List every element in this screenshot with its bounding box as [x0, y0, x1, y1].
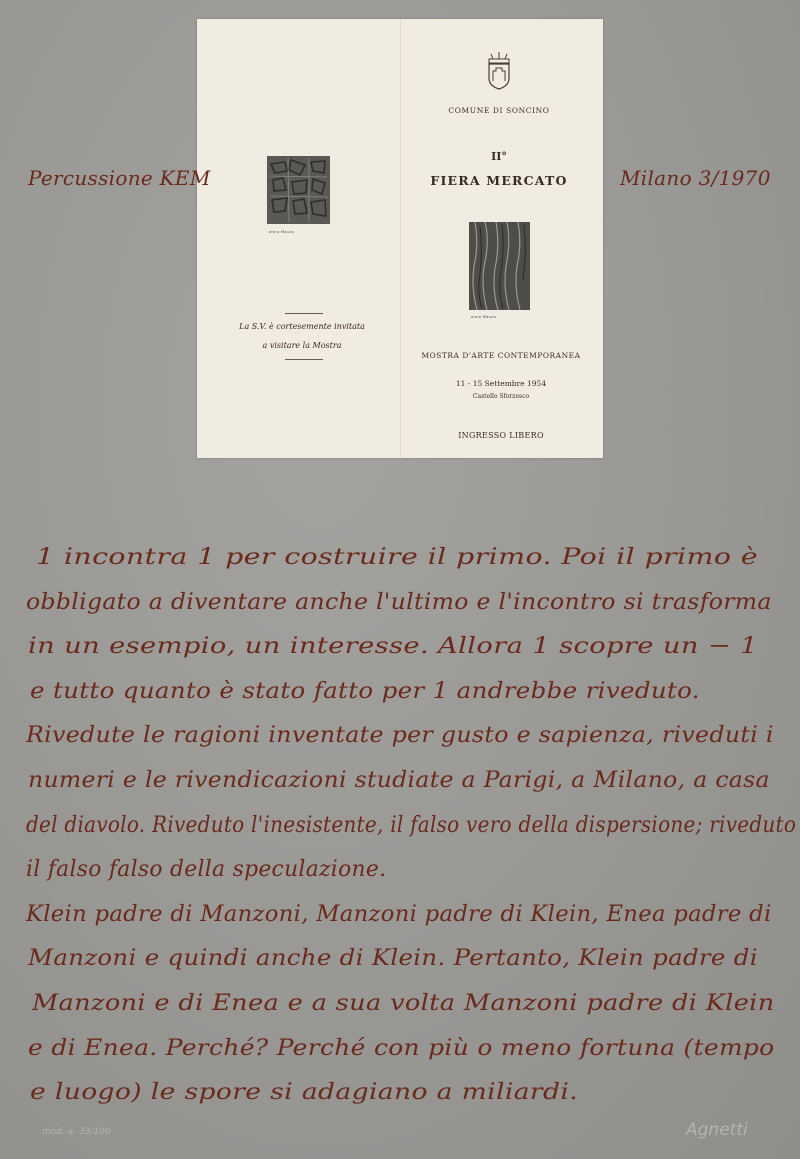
exhibition-venue: Castello Sforzesco — [472, 393, 530, 400]
artist-signature: Agnetti — [686, 1120, 748, 1140]
text-line: obbligato a diventare anche l'ultimo e l'incontro si trasforma — [26, 588, 772, 615]
text-line: in un esempio, un interesse. Allora 1 scopre un − 1 — [28, 633, 758, 660]
invitation-line-2: a visitare la Mostra — [262, 341, 342, 350]
text-line: numeri e le rivendicazioni studiate a Parigi, a Milano, a casa — [28, 767, 770, 793]
text-line: il falso falso della speculazione. — [26, 856, 387, 883]
text-line: e luogo) le spore si adagiano a miliardi. — [30, 1079, 579, 1106]
text-line: Klein padre di Manzoni, Manzoni padre di Klein, Enea padre di — [26, 900, 772, 927]
fiera-title: FIERA MERCATO — [430, 173, 568, 188]
text-line: e tutto quanto è stato fatto per 1 andrebbe riveduto. — [30, 677, 700, 704]
edition-annotation: mod. a. 33/100 — [42, 1127, 111, 1137]
exhibition-title: MOSTRA D'ARTE CONTEMPORANEA — [421, 351, 581, 360]
text-line: Rivedute le ragioni inventate per gusto e sapienza, riveduti i — [26, 722, 774, 749]
exhibition-dates: 11 - 15 Settembre 1954 — [455, 379, 547, 388]
comune-label: COMUNE DI SONCINO — [448, 106, 550, 115]
text-line: Manzoni e quindi anche di Klein. Pertanto, Klein padre di — [28, 945, 758, 972]
admission-label: INGRESSO LIBERO — [458, 431, 544, 440]
text-line: Manzoni e di Enea e a sua volta Manzoni padre di Klein — [32, 990, 775, 1016]
text-line: 1 incontra 1 per costruire il primo. Poi il primo è — [36, 544, 759, 570]
artwork-caption-right: anna Mauza — [471, 315, 497, 319]
text-line: e di Enea. Perché? Perché con più o meno fortuna (tempo — [28, 1034, 775, 1061]
heading-left: Percussione KEM — [28, 166, 211, 190]
text-line: del diavolo. Riveduto l'inesistente, il falso vero della dispersione; riveduto — [26, 811, 797, 838]
artwork-caption-left: anna Mauza — [269, 230, 295, 234]
heading-right: Milano 3/1970 — [620, 166, 771, 190]
invitation-line-1: La S.V. è cortesemente invitata — [239, 322, 365, 331]
edition-number: II° — [491, 150, 507, 163]
